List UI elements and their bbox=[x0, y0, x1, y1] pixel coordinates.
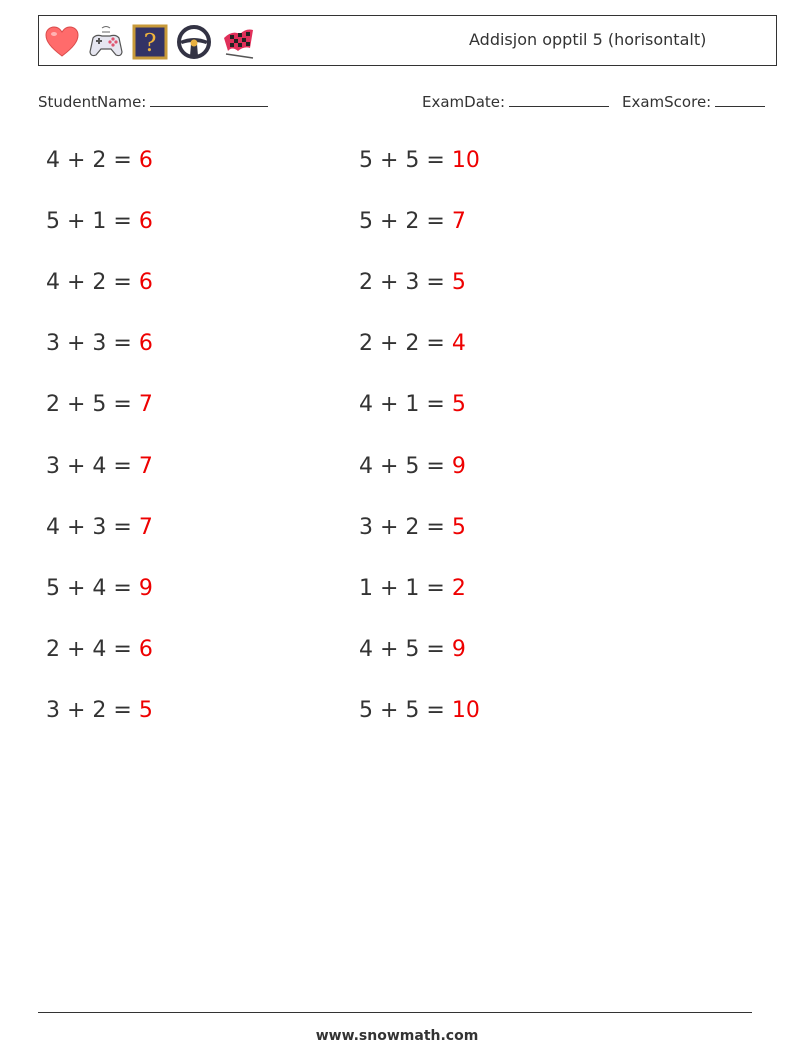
problem-row bbox=[359, 209, 466, 234]
problem-answer: 5 bbox=[451, 270, 466, 296]
problem-expression: 4 + 1 = bbox=[359, 392, 452, 418]
checkered-flag-icon bbox=[220, 24, 256, 60]
problem-expression: 5 + 5 = bbox=[359, 697, 452, 723]
problem-expression: 3 + 2 = bbox=[46, 697, 139, 723]
problem-row bbox=[46, 209, 153, 234]
exam-date-field[interactable] bbox=[422, 92, 609, 111]
problem-row bbox=[359, 392, 466, 417]
problem-expression: 5 + 4 = bbox=[46, 575, 139, 601]
problem-expression: 4 + 2 = bbox=[46, 148, 139, 173]
exam-score-field[interactable] bbox=[622, 92, 765, 111]
problem-expression: 5 + 2 = bbox=[359, 209, 452, 235]
problem-row bbox=[359, 698, 480, 723]
problem-row bbox=[46, 454, 153, 479]
problem-row bbox=[46, 331, 153, 356]
problem-expression: 5 + 1 = bbox=[46, 209, 139, 235]
problem-expression: 2 + 2 = bbox=[359, 331, 452, 357]
exam-score-blank[interactable] bbox=[715, 92, 765, 107]
problem-answer: 5 bbox=[451, 514, 466, 540]
exam-date-label: ExamDate: bbox=[422, 93, 506, 111]
problem-row bbox=[46, 637, 153, 662]
problem-expression: 3 + 4 = bbox=[46, 453, 139, 479]
worksheet-title: Addisjon opptil 5 (horisontalt) bbox=[469, 30, 707, 49]
problem-answer: 9 bbox=[451, 453, 466, 479]
problem-answer: 6 bbox=[138, 636, 153, 662]
problem-answer: 6 bbox=[138, 209, 153, 235]
student-name-blank[interactable] bbox=[150, 92, 268, 107]
problem-answer: 5 bbox=[451, 392, 466, 418]
gamepad-icon bbox=[88, 24, 124, 60]
problem-row bbox=[46, 392, 153, 417]
footer-url: www.snowmath.com bbox=[315, 1028, 479, 1044]
problem-row bbox=[359, 270, 466, 295]
footer-divider bbox=[38, 1012, 752, 1013]
problem-answer: 5 bbox=[138, 697, 153, 723]
problem-expression: 4 + 5 = bbox=[359, 453, 452, 479]
problem-answer: 10 bbox=[451, 697, 480, 723]
problem-row bbox=[46, 148, 153, 173]
student-name-field[interactable] bbox=[38, 92, 268, 111]
problem-answer: 10 bbox=[451, 148, 480, 173]
svg-text:?: ? bbox=[143, 29, 157, 57]
problem-answer: 7 bbox=[451, 209, 466, 235]
problem-expression: 3 + 2 = bbox=[359, 514, 452, 540]
problem-expression: 2 + 3 = bbox=[359, 270, 452, 296]
problem-expression: 2 + 4 = bbox=[46, 636, 139, 662]
problem-answer: 2 bbox=[451, 575, 466, 601]
steering-wheel-icon bbox=[176, 24, 212, 60]
question-box-icon bbox=[132, 24, 168, 60]
problem-row bbox=[359, 576, 466, 601]
problem-expression: 3 + 3 = bbox=[46, 331, 139, 357]
worksheet-header bbox=[38, 15, 777, 66]
problem-row bbox=[359, 148, 480, 173]
problem-expression: 4 + 2 = bbox=[46, 270, 139, 296]
problem-expression: 4 + 3 = bbox=[46, 514, 139, 540]
problem-answer: 6 bbox=[138, 331, 153, 357]
problem-answer: 6 bbox=[138, 270, 153, 296]
problem-row bbox=[359, 454, 466, 479]
problem-row bbox=[359, 331, 466, 356]
problem-answer: 9 bbox=[451, 636, 466, 662]
problem-row bbox=[359, 637, 466, 662]
student-name-label: StudentName: bbox=[38, 93, 147, 111]
problem-expression: 2 + 5 = bbox=[46, 392, 139, 418]
problem-answer: 7 bbox=[138, 453, 153, 479]
problem-answer: 9 bbox=[138, 575, 153, 601]
problem-row bbox=[46, 576, 153, 601]
problem-answer: 4 bbox=[451, 331, 466, 357]
icon-strip bbox=[44, 23, 256, 61]
problem-answer: 7 bbox=[138, 392, 153, 418]
student-fields bbox=[0, 92, 794, 116]
problem-expression: 1 + 1 = bbox=[359, 575, 452, 601]
problem-answer: 7 bbox=[138, 514, 153, 540]
problem-row bbox=[46, 698, 153, 723]
exam-date-blank[interactable] bbox=[509, 92, 609, 107]
heart-icon bbox=[44, 24, 80, 60]
problem-expression: 5 + 5 = bbox=[359, 148, 452, 173]
problem-expression: 4 + 5 = bbox=[359, 636, 452, 662]
problem-row bbox=[46, 270, 153, 295]
problem-row bbox=[46, 515, 153, 540]
exam-score-label: ExamScore: bbox=[622, 93, 712, 111]
problem-answer: 6 bbox=[138, 148, 153, 173]
problem-row bbox=[359, 515, 466, 540]
